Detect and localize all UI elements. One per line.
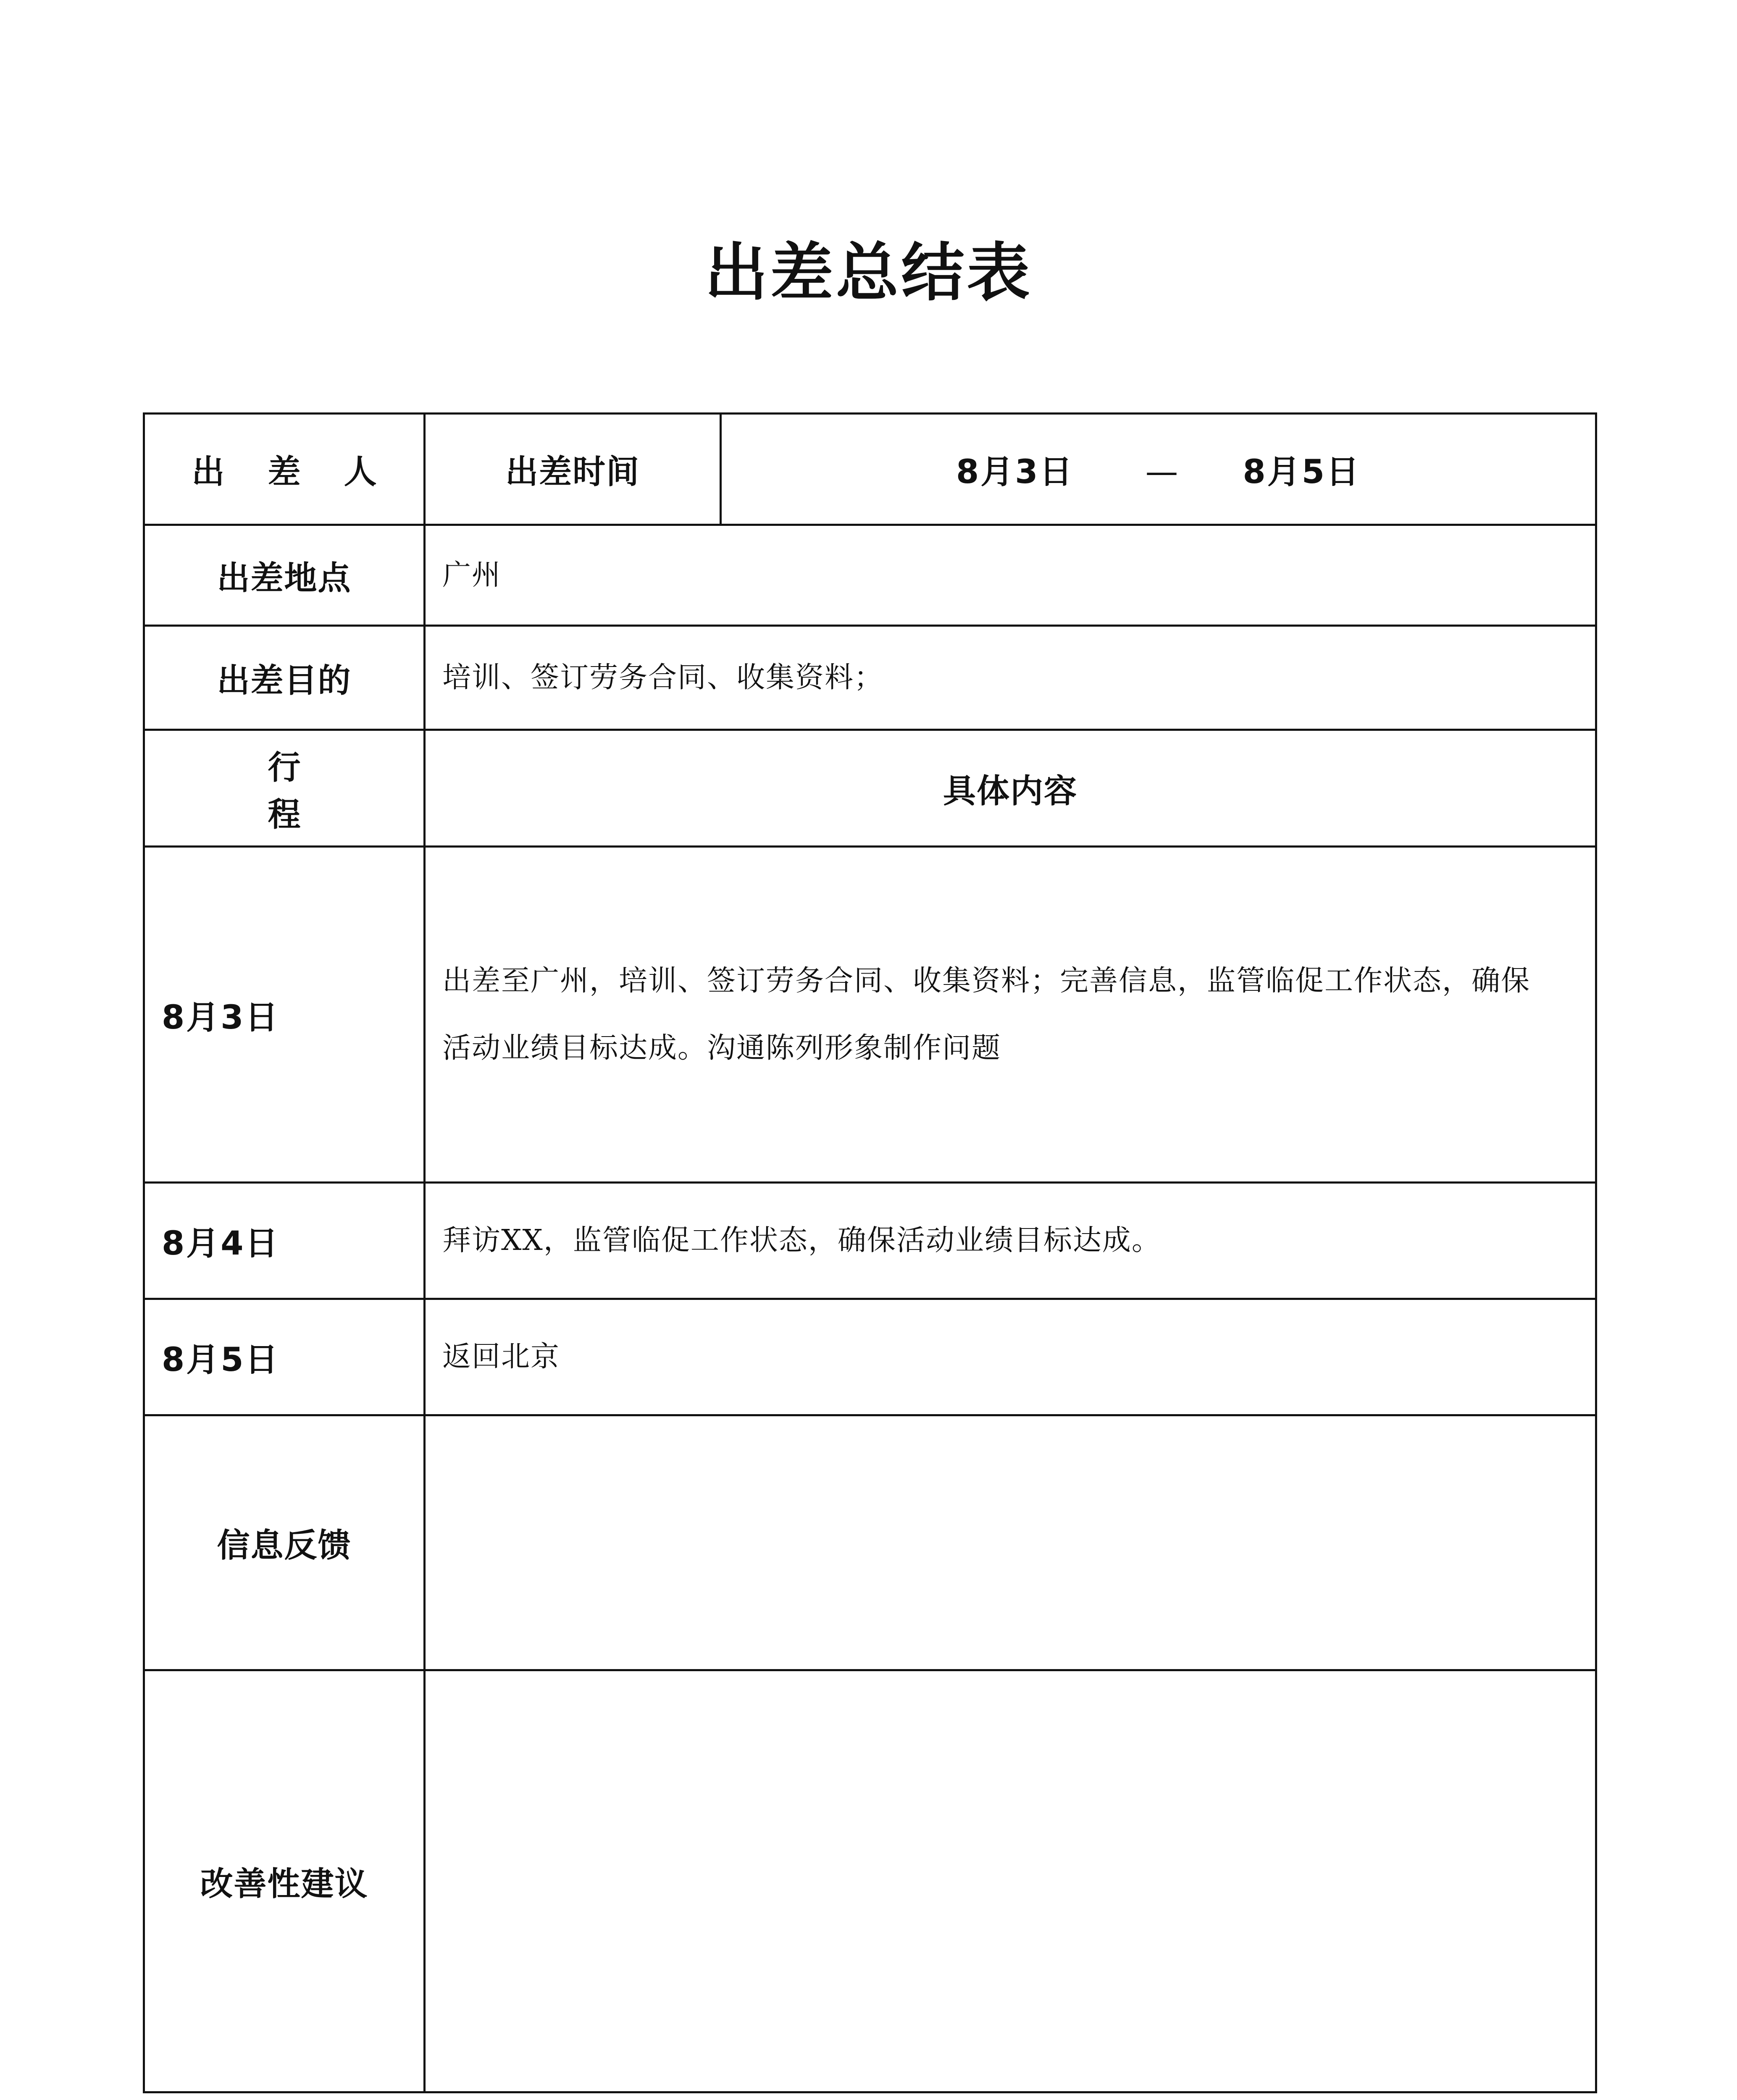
itinerary-row <box>144 847 1596 1183</box>
itinerary-content: 返回北京 <box>425 1299 1596 1415</box>
feedback-row <box>144 1415 1596 1670</box>
location-value: 广州 <box>425 525 1596 626</box>
schedule-label: 行 程 <box>144 730 425 847</box>
traveler-label: 出 差 人 <box>144 414 425 525</box>
feedback-value <box>425 1415 1596 1670</box>
date-separator: — <box>1145 453 1180 491</box>
suggestions-label: 改善性建议 <box>144 1670 425 2092</box>
purpose-label: 出差目的 <box>144 626 425 730</box>
end-date: 8月5日 <box>1243 453 1361 491</box>
purpose-row <box>144 626 1596 730</box>
travel-time-label: 出差时间 <box>425 414 721 525</box>
itinerary-row <box>144 1299 1596 1415</box>
itinerary-date: 8月3日 <box>144 847 425 1183</box>
purpose-value: 培训、签订劳务合同、收集资料； <box>425 626 1596 730</box>
location-label: 出差地点 <box>144 525 425 626</box>
suggestions-row <box>144 1670 1596 2092</box>
itinerary-content: 出差至广州，培训、签订劳务合同、收集资料；完善信息，监管临促工作状态，确保活动业绩目标达成。沟通陈列形象制作问题 <box>425 847 1596 1183</box>
document-title: 出差总结表 <box>704 236 1033 310</box>
trip-summary-table <box>143 412 1597 2093</box>
itinerary-header-row <box>144 730 1596 847</box>
itinerary-row <box>144 1183 1596 1299</box>
travel-date-range <box>721 414 1596 525</box>
content-label: 具体内容 <box>425 730 1596 847</box>
header-row <box>144 414 1596 525</box>
feedback-label: 信息反馈 <box>144 1415 425 1670</box>
itinerary-content: 拜访XX，监管临促工作状态，确保活动业绩目标达成。 <box>425 1183 1596 1299</box>
start-date: 8月3日 <box>956 453 1074 491</box>
itinerary-date: 8月5日 <box>144 1299 425 1415</box>
suggestions-value <box>425 1670 1596 2092</box>
location-row <box>144 525 1596 626</box>
itinerary-date: 8月4日 <box>144 1183 425 1299</box>
